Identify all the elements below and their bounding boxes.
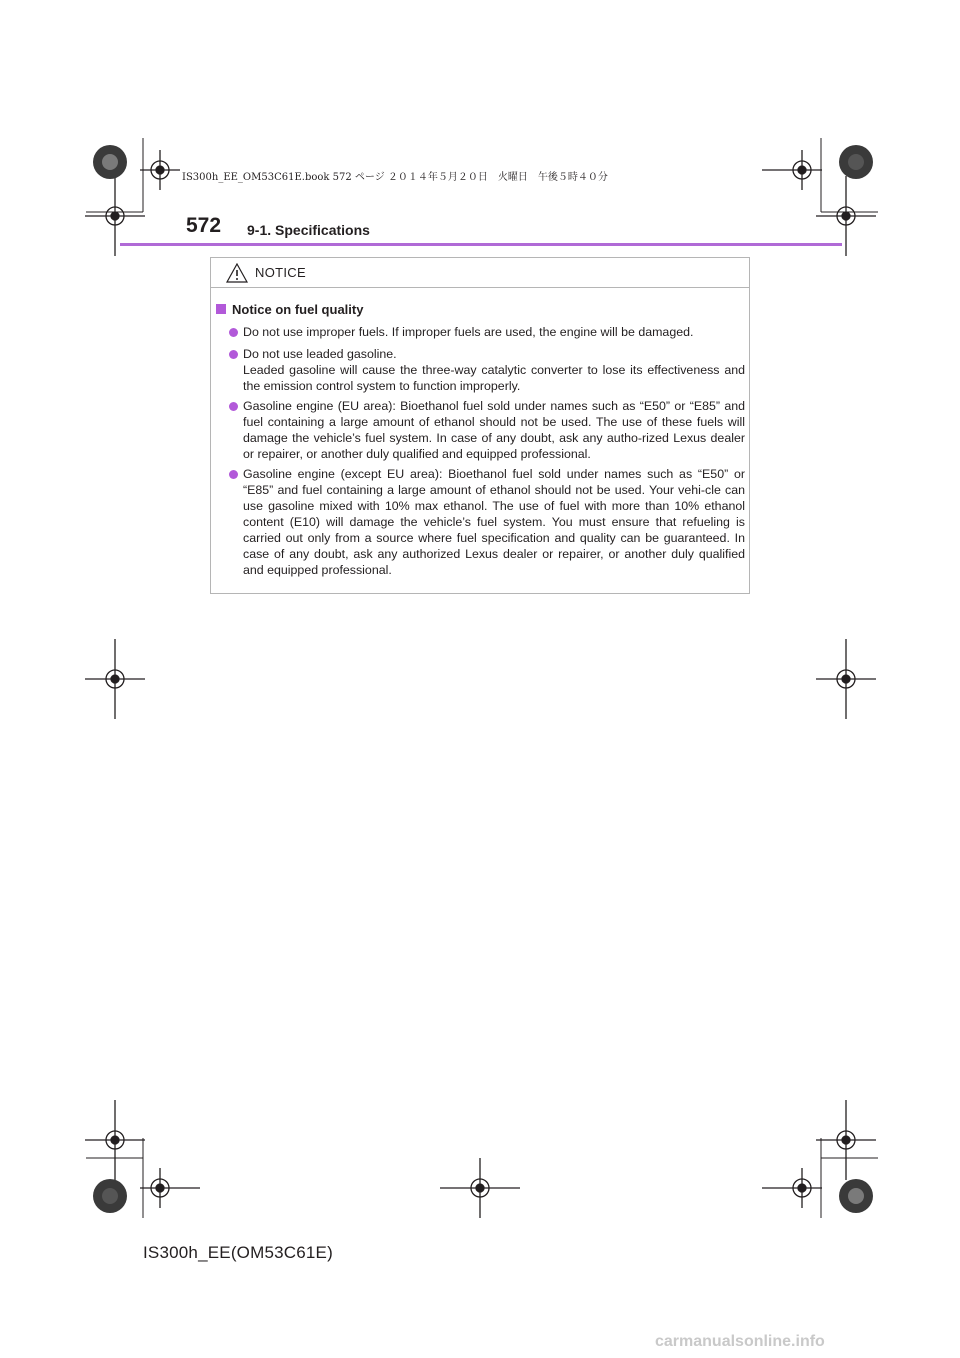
square-bullet-icon xyxy=(216,304,226,314)
bullet-dot-icon xyxy=(229,328,238,337)
bullet-dot-icon xyxy=(229,402,238,411)
footer-code: IS300h_EE(OM53C61E) xyxy=(143,1243,333,1262)
list-item: Do not use improper fuels. If improper fuels are used, the engine will be damaged. xyxy=(229,324,745,340)
header-rule xyxy=(120,243,842,246)
print-info: IS300h_EE_OM53C61E.book 572 ページ ２０１４年５月２０日 火曜日 午後５時４０分 xyxy=(182,172,608,183)
page-number: 572 xyxy=(186,214,222,237)
list-item: Gasoline engine (except EU area): Bioethanol fuel sold under names such as “E50” or “E85” and fuel containing a large amount of ethanol should not be used. Your vehi-cle can use gasoline mixed with 10% max ethanol. The use of fuel with more than 10% ethanol content (E10) will damage the vehicle’s fuel system. You must ensure that refueling is carried out only from a source where fuel specification and quality can be guaranteed. In case of any doubt, ask any authorized Lexus dealer or repairer, or another duly qualified and equipped professional. xyxy=(229,466,745,578)
list-item: Gasoline engine (EU area): Bioethanol fuel sold under names such as “E50” or “E85” and fuel containing a large amount of ethanol should not be used. The use of these fuels will damage the vehicle’s fuel system. In case of any doubt, ask any autho-rized Lexus dealer or repairer, or another duly qualified and equipped professional. xyxy=(229,398,745,462)
notice-header xyxy=(211,258,749,288)
section-title: 9-1. Specifications xyxy=(247,222,370,238)
notice-box xyxy=(210,257,750,594)
watermark: carmanualsonline.info xyxy=(655,1333,825,1350)
warning-triangle-icon xyxy=(226,263,248,283)
bullet-dot-icon xyxy=(229,470,238,479)
notice-subheading: Notice on fuel quality xyxy=(216,302,363,317)
notice-title: NOTICE xyxy=(255,265,306,280)
bullet-dot-icon xyxy=(229,350,238,359)
list-item: Do not use leaded gasoline. Leaded gasoline will cause the three-way catalytic converter to lose its effectiveness and the emission control system to function improperly. xyxy=(229,346,745,394)
